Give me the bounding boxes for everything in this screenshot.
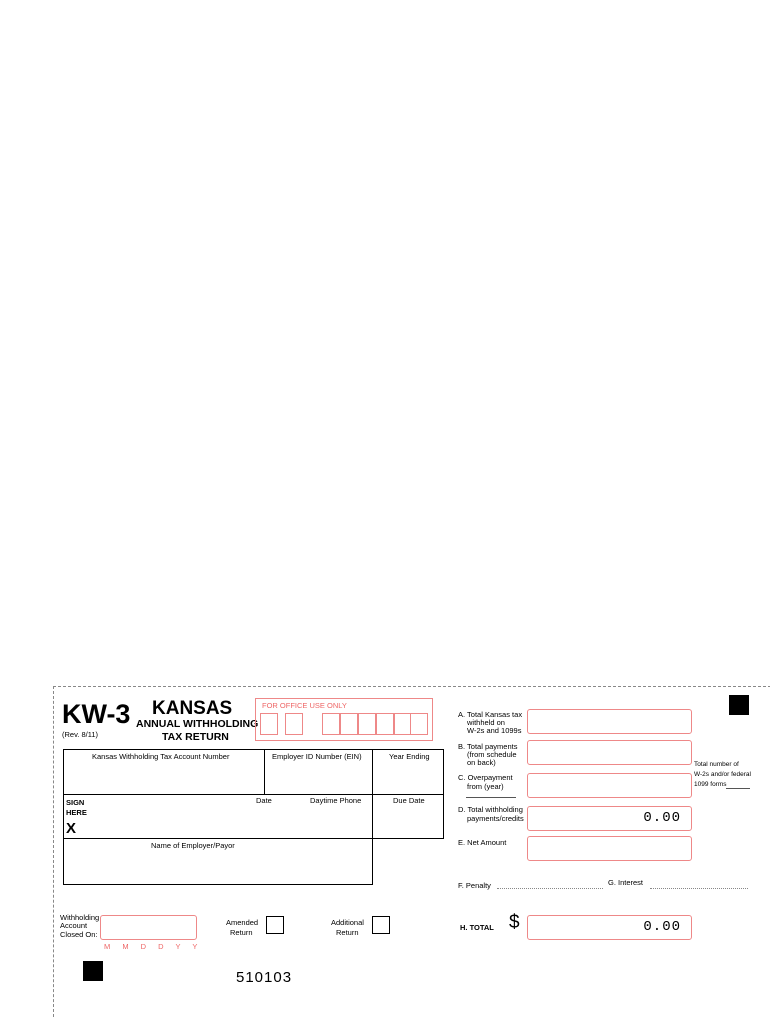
line-d-label: D. Total withholding [458, 805, 523, 814]
additional-label: Additional [331, 918, 364, 927]
line-f-field[interactable] [497, 888, 603, 889]
office-cell [358, 713, 376, 735]
office-cell [410, 713, 428, 735]
phone-label: Daytime Phone [310, 796, 362, 805]
line-b-label-3: on back) [467, 758, 496, 767]
account-number-label: Kansas Withholding Tax Account Number [92, 752, 230, 761]
scan-marker [83, 961, 103, 981]
closed-label-3: Closed On: [60, 930, 98, 939]
due-date-label: Due Date [393, 796, 425, 805]
ein-label: Employer ID Number (EIN) [272, 752, 362, 761]
line-c-year-field[interactable] [466, 797, 516, 798]
form-code: KW-3 [62, 699, 131, 729]
office-use-label: FOR OFFICE USE ONLY [262, 701, 347, 710]
date-format-mask: M M D D Y Y [104, 942, 203, 951]
closed-label: Withholding [60, 913, 100, 922]
form-number: 510103 [236, 969, 293, 986]
closed-date-field[interactable] [100, 915, 197, 940]
form-revision: (Rev. 8/11) [62, 730, 98, 739]
office-cell [285, 713, 303, 735]
amended-label: Amended [226, 918, 259, 927]
year-ending-label: Year Ending [389, 752, 430, 761]
line-g-field[interactable] [650, 888, 748, 889]
line-b-label: B. Total payments [458, 742, 518, 751]
line-c-label-2: from (year) [467, 782, 504, 791]
line-b-field[interactable] [527, 740, 692, 765]
w2-count-field[interactable] [726, 787, 750, 789]
employer-label: Name of Employer/Payor [151, 841, 235, 850]
additional-label-2: Return [336, 928, 359, 937]
line-a-label: A. Total Kansas tax [458, 710, 523, 719]
line-g-label: G. Interest [608, 878, 644, 887]
closed-label-2: Account [60, 921, 88, 930]
line-d-label-2: payments/credits [467, 814, 524, 823]
line-a-field[interactable] [527, 709, 692, 734]
line-e-field[interactable] [527, 836, 692, 861]
line-b-label-2: (from schedule [467, 750, 517, 759]
line-h-label: H. TOTAL [460, 923, 494, 932]
line-e-label: E. Net Amount [458, 838, 507, 847]
sign-label: SIGN [66, 798, 85, 807]
line-c-label: C. Overpayment [458, 773, 513, 782]
scan-marker [729, 695, 749, 715]
office-cell [322, 713, 340, 735]
form-title-line2: TAX RETURN [162, 731, 229, 743]
form-state: KANSAS [152, 698, 233, 719]
office-cell [340, 713, 358, 735]
line-a-label-2: withheld on [467, 718, 505, 727]
form-title-line1: ANNUAL WITHHOLDING [136, 718, 259, 730]
w2-count-label-2: W-2s and/or federal [694, 771, 751, 778]
line-a-label-3: W-2s and 1099s [467, 726, 522, 735]
line-f-label: F. Penalty [458, 881, 491, 890]
w2-count-label: Total number of [694, 761, 739, 768]
sign-x-mark: X [66, 820, 77, 837]
line-c-field[interactable] [527, 773, 692, 798]
here-label: HERE [66, 808, 87, 817]
dollar-sign: $ [509, 912, 520, 933]
amended-label-2: Return [230, 928, 253, 937]
amended-checkbox[interactable] [266, 916, 284, 934]
additional-checkbox[interactable] [372, 916, 390, 934]
line-d-field[interactable]: 0.00 [527, 806, 692, 831]
date-label: Date [256, 796, 272, 805]
total-field[interactable]: 0.00 [527, 915, 692, 940]
office-cell [260, 713, 278, 735]
w2-count-label-3: 1099 forms [694, 781, 727, 788]
office-cell [376, 713, 394, 735]
